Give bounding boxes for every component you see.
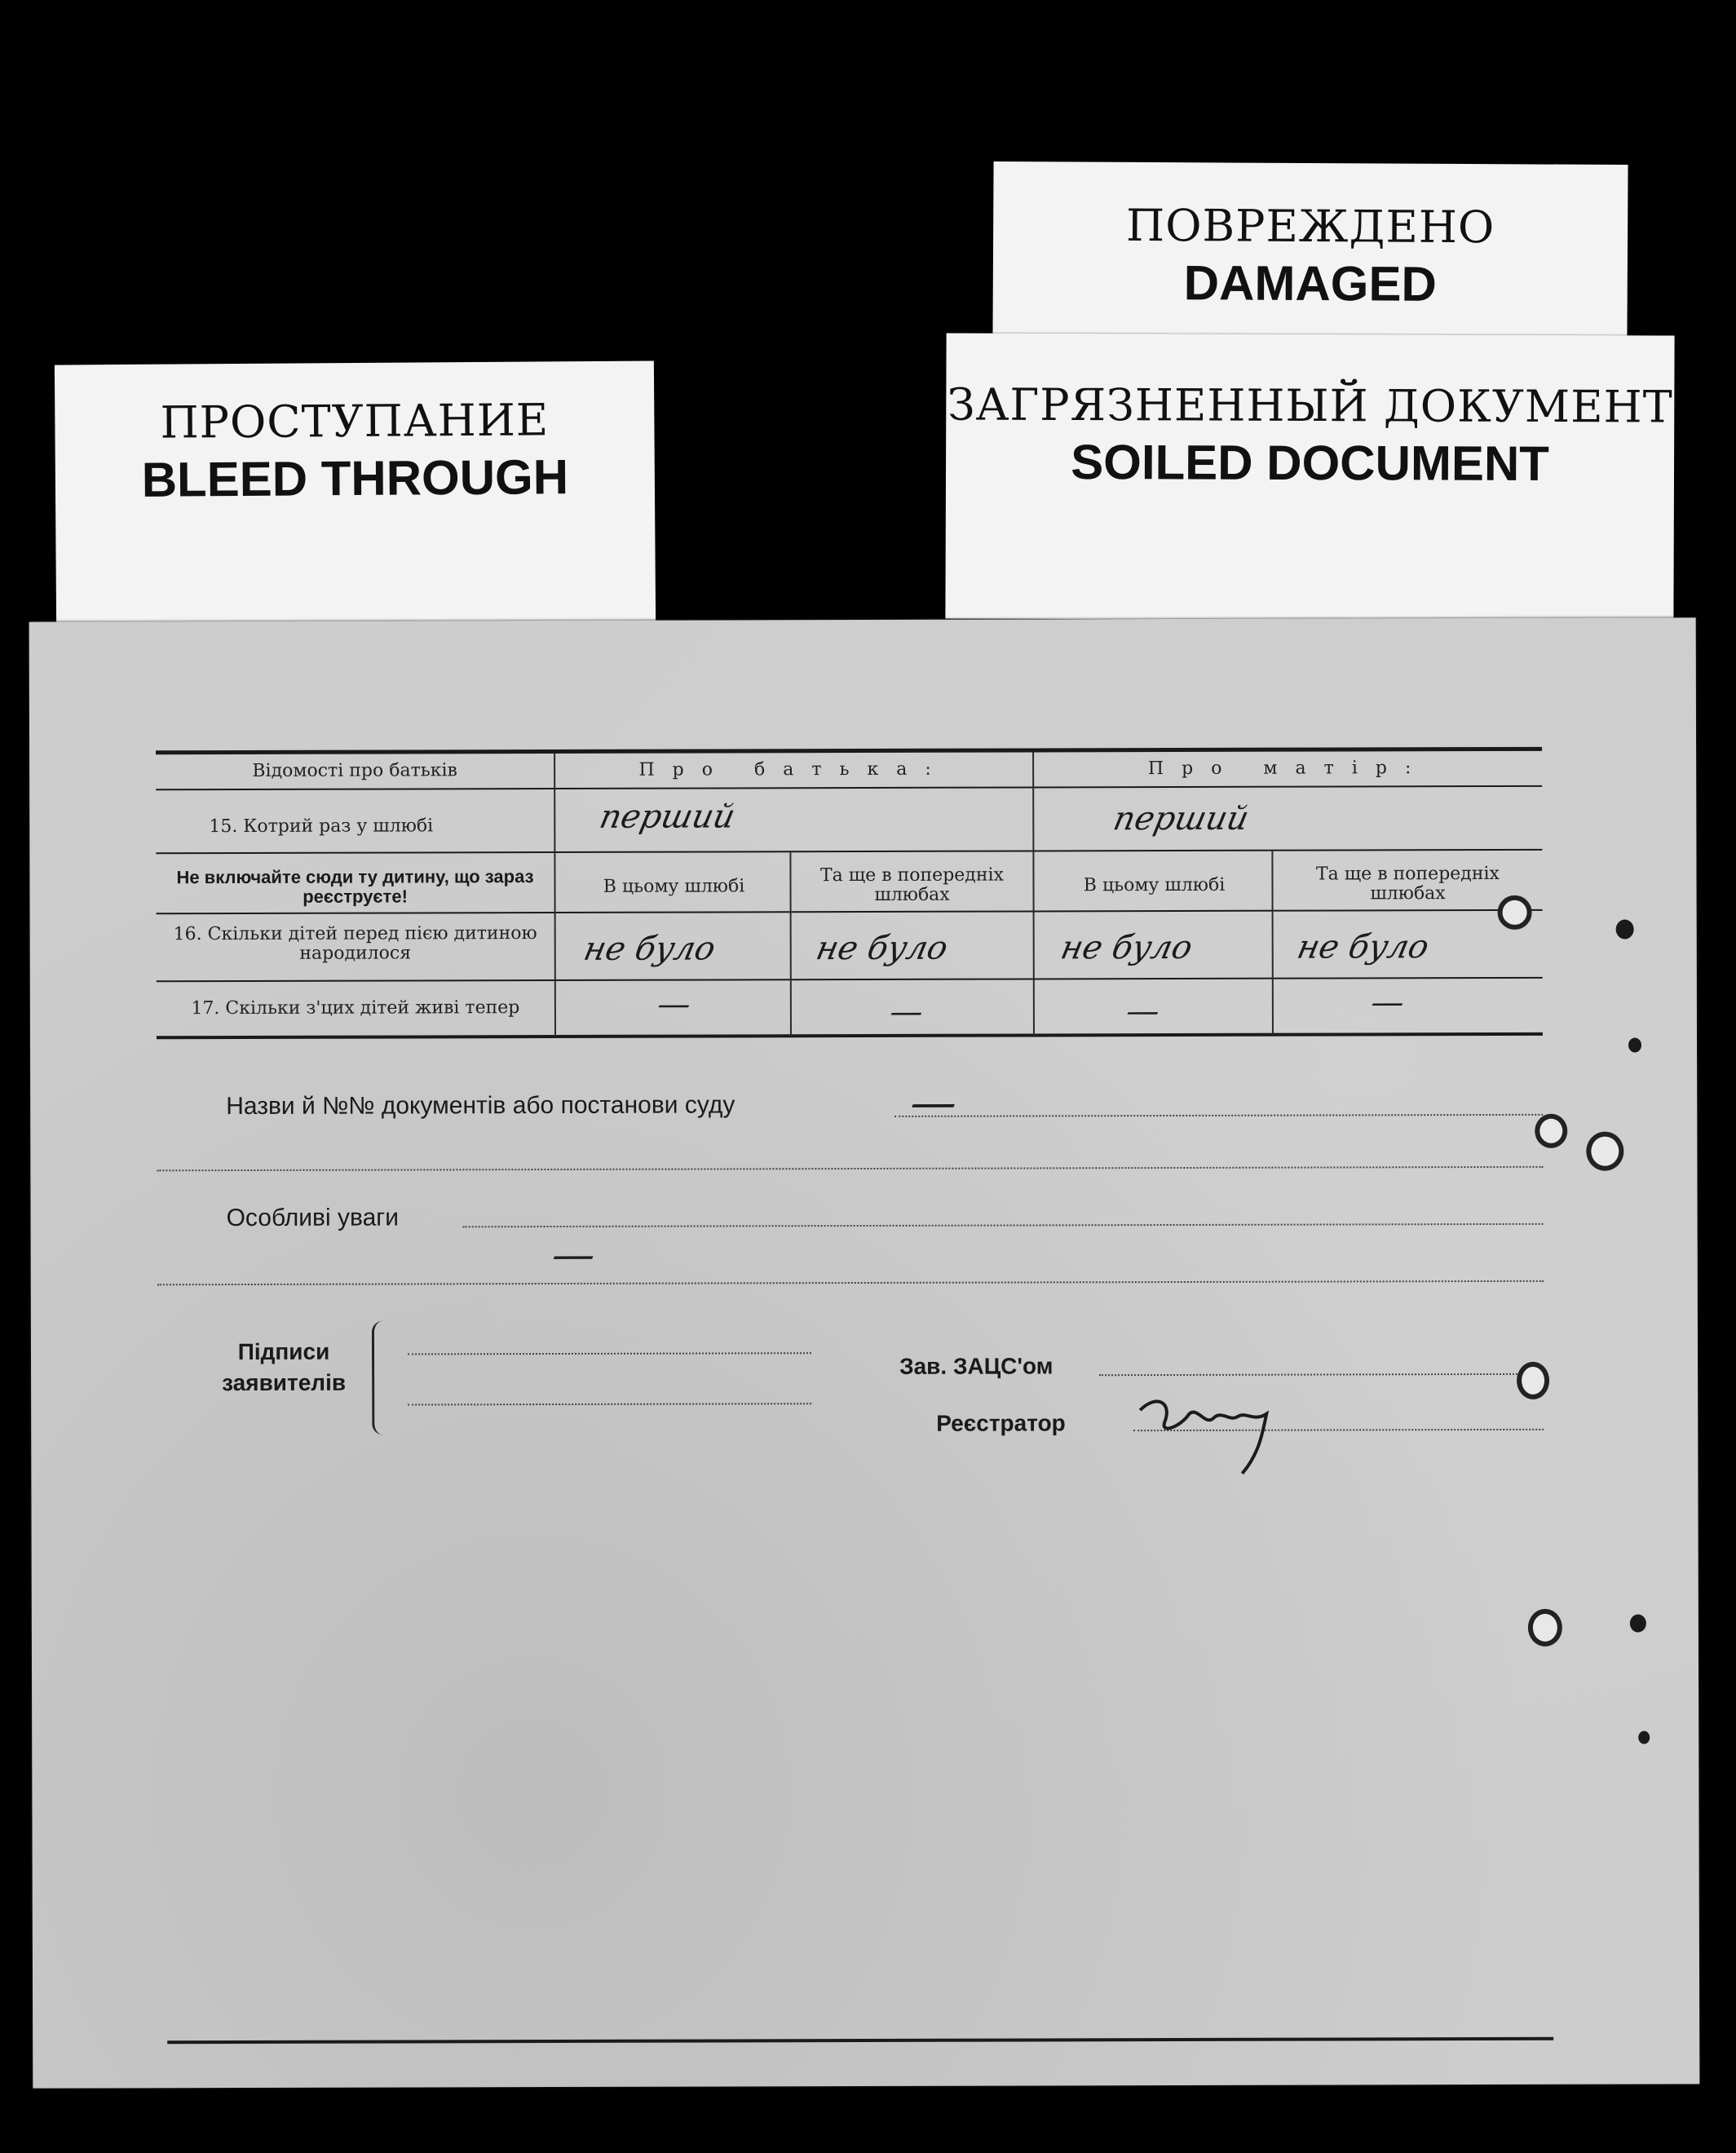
special-line-2	[157, 1280, 1544, 1285]
document-sheet	[29, 617, 1700, 2088]
punch-hole-1	[1498, 895, 1532, 930]
row15-mother-value: перший	[1110, 799, 1252, 838]
row16-mother-previous: не було	[1293, 928, 1433, 966]
row17-mother-this: —	[1123, 993, 1164, 1031]
row16-father-this: не було	[580, 930, 719, 968]
punch-hole-5	[1586, 1132, 1623, 1171]
damaged-label	[992, 161, 1628, 340]
header-col0: Відомості про батьків	[252, 760, 457, 781]
signature-line-1	[408, 1352, 811, 1355]
head-label: Зав. ЗАЦС'ом	[899, 1353, 1054, 1379]
row17-label: 17. Скільки з'цих дітей живі тепер	[191, 997, 520, 1019]
row17-father-previous: —	[886, 993, 927, 1031]
col-divider-father	[789, 852, 792, 1036]
col-divider-0	[554, 754, 556, 1037]
table-top-rule	[156, 747, 1542, 754]
subheader-mother-this: В цьому шлюбі	[1083, 874, 1226, 896]
subheader-father-previous: Та ще в попередніх шлюбах	[819, 864, 1004, 905]
row17-father-this: —	[654, 985, 695, 1023]
punch-hole-8	[1630, 1614, 1646, 1632]
subheader-mother-previous: Та ще в попередніх шлюбах	[1315, 863, 1500, 904]
row15-father-value: перший	[596, 798, 739, 836]
damaged-ru: ПОВРЕЖДЕНО	[1125, 199, 1495, 254]
row15-label: 15. Котрий раз у шлюбі	[209, 816, 434, 838]
header-mother: Про матір:	[1147, 758, 1429, 780]
soiled-ru: ЗАГРЯЗНЕННЫЙ ДОКУМЕНТ	[947, 378, 1673, 433]
row15-rule	[156, 849, 1542, 854]
signatures-label-2: заявителів	[222, 1369, 347, 1396]
documents-line	[895, 1114, 1543, 1117]
subheader-rule	[157, 909, 1543, 914]
row16-label: 16. Скільки дітей перед пією дитиною народилося	[173, 923, 537, 964]
punch-hole-9	[1638, 1731, 1650, 1744]
table-bottom-rule	[157, 1032, 1543, 1039]
signatures-bracket	[372, 1321, 386, 1435]
row16-rule	[157, 977, 1543, 982]
registrar-label: Реєстратор	[936, 1410, 1066, 1436]
documents-label: Назви й №№ документів або постанови суду	[226, 1091, 735, 1121]
col-divider-mid	[1032, 752, 1035, 1035]
header-father: Про батька:	[638, 758, 949, 780]
subheader-note: Не включайте сюди ту дитину, що зараз реєструєте!	[176, 866, 534, 907]
signatures-label-1: Підписи	[237, 1338, 330, 1365]
special-value: —	[547, 1230, 600, 1280]
punch-hole-3	[1628, 1038, 1641, 1053]
documents-line-2	[157, 1166, 1543, 1171]
punch-hole-4	[1535, 1114, 1567, 1148]
soiled-document-label	[945, 333, 1674, 621]
bottom-rule	[167, 2037, 1553, 2044]
soiled-en: SOILED DOCUMENT	[1071, 434, 1550, 492]
registrar-signature	[1124, 1377, 1303, 1484]
row16-mother-this: не було	[1057, 928, 1196, 967]
bleed-through-label	[55, 360, 656, 626]
col-divider-mother	[1271, 851, 1274, 1035]
row17-mother-previous: —	[1367, 984, 1408, 1022]
bleed-through-en: BLEED THROUGH	[141, 449, 569, 507]
signature-line-2	[408, 1403, 811, 1405]
damaged-en: DAMAGED	[1183, 255, 1437, 312]
subheader-father-this: В цьому шлюбі	[603, 876, 745, 897]
bleed-through-ru: ПРОСТУПАНИЕ	[160, 394, 550, 449]
head-signature-line	[1099, 1373, 1544, 1376]
special-line	[463, 1223, 1544, 1227]
documents-value: —	[905, 1076, 963, 1130]
special-label: Особливі уваги	[226, 1204, 399, 1232]
punch-hole-2	[1616, 920, 1634, 939]
punch-hole-6	[1517, 1362, 1549, 1399]
row16-father-previous: не було	[812, 929, 952, 968]
punch-hole-7	[1528, 1609, 1562, 1647]
table-header-rule	[156, 785, 1542, 790]
